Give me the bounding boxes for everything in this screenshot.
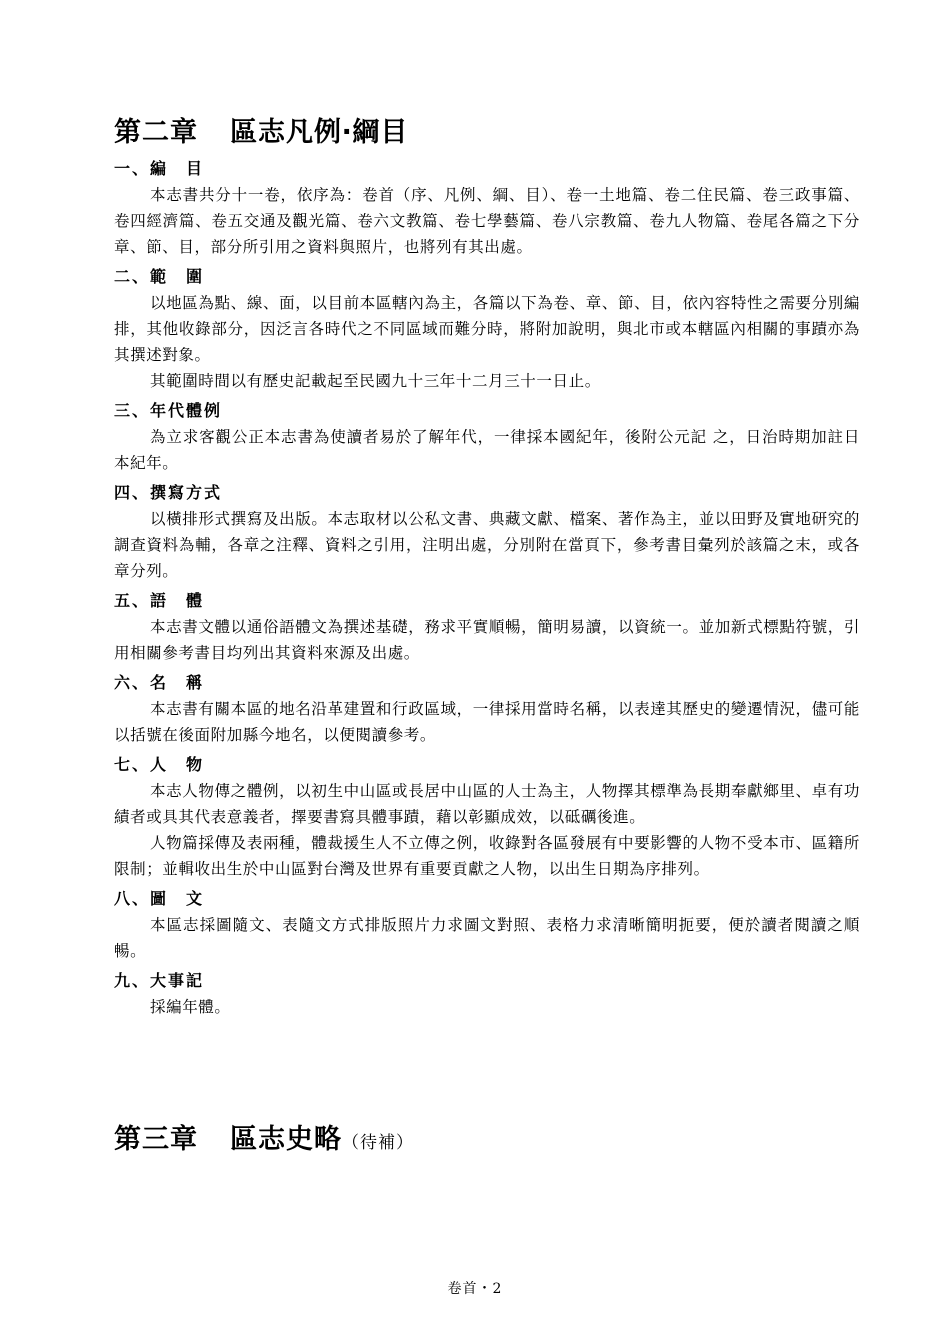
section — [114, 968, 860, 1020]
chapter-2-body — [114, 156, 860, 1020]
section — [114, 886, 860, 964]
section-paragraph: 以橫排形式撰寫及出版。本志取材以公私文書、典藏文獻、檔案、著作為主，並以田野及實地研究的調查資料為輔，各章之注釋、資料之引用，注明出處，分別附在當頁下，參考書目彙列於該篇之末，或各章分列。 — [114, 510, 860, 580]
section — [114, 264, 860, 394]
chapter-3-label: 第三章 — [114, 1124, 198, 1155]
page-footer — [0, 1278, 950, 1298]
section-paragraph: 本區志採圖隨文、表隨文方式排版照片力求圖文對照、表格力求清晰簡明扼要，便於讀者閱讀之順暢。 — [114, 916, 860, 960]
section-heading: 二、範 圍 — [114, 267, 205, 286]
chapter-2-title — [114, 110, 408, 149]
section-paragraph: 本志人物傳之體例，以初生中山區或長居中山區的人士為主，人物擇其標準為長期奉獻鄉里、卓有功績者或具其代表意義者，擇要書寫具體事蹟，藉以彰顯成效，以砥礪後進。 — [114, 782, 860, 826]
chapter-3-heading: 區志史略 — [230, 1124, 342, 1155]
section — [114, 588, 860, 666]
section-heading: 七、人 物 — [114, 755, 205, 774]
page-number: 卷首・2 — [447, 1281, 503, 1297]
section — [114, 752, 860, 882]
chapter-3-note: （待補） — [342, 1133, 414, 1153]
section-heading: 一、編 目 — [114, 159, 205, 178]
section-heading: 四、撰寫方式 — [114, 483, 223, 502]
chapter-3-title — [114, 1117, 414, 1156]
chapter-2-heading: 區志凡例‧綱目 — [230, 117, 409, 148]
section-paragraph: 為立求客觀公正本志書為使讀者易於了解年代，一律採本國紀年，後附公元記 之，日治時期加註日本紀年。 — [114, 428, 860, 472]
section-heading: 五、語 體 — [114, 591, 205, 610]
chapter-2-label: 第二章 — [114, 117, 198, 148]
section-heading: 八、圖 文 — [114, 889, 205, 908]
section-heading: 六、名 稱 — [114, 673, 205, 692]
section-heading: 九、大事記 — [114, 971, 205, 990]
section — [114, 670, 860, 748]
section-paragraph: 採編年體。 — [150, 998, 231, 1016]
section-paragraph: 以地區為點、線、面，以目前本區轄內為主，各篇以下為卷、章、節、目，依內容特性之需要分別編排，其他收錄部分，因泛言各時代之不同區域而難分時，將附加說明，與北市或本轄區內相關的事蹟亦為其撰述對象。 — [114, 294, 860, 364]
section-paragraph: 本志書有關本區的地名沿革建置和行政區域，一律採用當時名稱，以表達其歷史的變遷情況，儘可能以括號在後面附加縣今地名，以便閱讀參考。 — [114, 700, 860, 744]
section-paragraph: 其範圍時間以有歷史記載起至民國九十三年十二月三十一日止。 — [150, 372, 601, 390]
section — [114, 398, 860, 476]
section-paragraph: 本志書共分十一卷，依序為：卷首（序、凡例、綱、目）、卷一土地篇、卷二住民篇、卷三政事篇、卷四經濟篇、卷五交通及觀光篇、卷六文教篇、卷七學藝篇、卷八宗教篇、卷九人物篇、卷尾各篇之下分章、節、目，部分所引用之資料與照片，也將列有其出處。 — [114, 186, 860, 256]
section-paragraph: 人物篇採傳及表兩種，體裁援生人不立傳之例，收錄對各區發展有中要影響的人物不受本市、區籍所限制；並輯收出生於中山區對台灣及世界有重要貢獻之人物，以出生日期為序排列。 — [114, 834, 860, 878]
section — [114, 156, 860, 260]
section-paragraph: 本志書文體以通俗語體文為撰述基礎，務求平實順暢，簡明易讀，以資統一。並加新式標點符號，引用相關參考書目均列出其資料來源及出處。 — [114, 618, 860, 662]
section — [114, 480, 860, 584]
section-heading: 三、年代體例 — [114, 401, 223, 420]
